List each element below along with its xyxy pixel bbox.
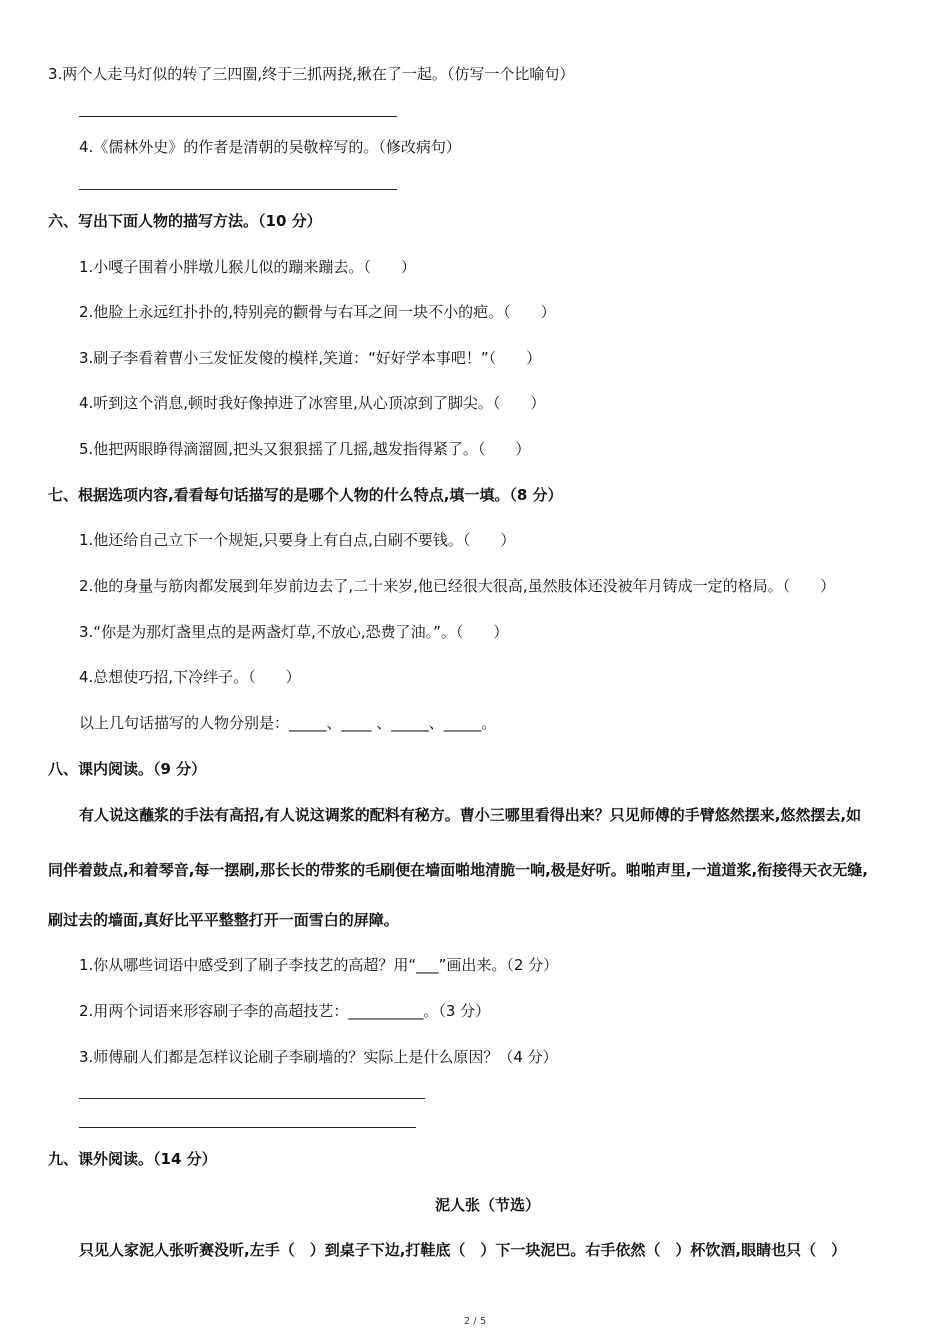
question-6-2: 2.他脸上永远红扑扑的,特别亮的颧骨与右耳之间一块不小的疤。（ ）	[79, 303, 556, 321]
passage-line-1: 有人说这蘸浆的手法有高招,有人说这调浆的配料有秘方。曹小三哪里看得出来？只见师傅的手臂悠然摆来,悠然摆去,如	[79, 806, 862, 824]
question-7-3: 3.“你是为那灯盏里点的是两盏灯草,不放心,恐费了油。”。（ ）	[79, 623, 509, 641]
question-7-1: 1.他还给自己立下一个规矩,只要身上有白点,白刷不要钱。（ ）	[79, 531, 516, 549]
question-5-4: 4.《儒林外史》的作者是清朝的吴敬梓写的。（修改病句）	[79, 138, 461, 156]
question-7-4: 4.总想使巧招,下冷绊子。（ ）	[79, 668, 301, 686]
section-6-title: 六、写出下面人物的描写方法。（10 分）	[48, 212, 322, 230]
question-6-5: 5.他把两眼睁得滴溜圆,把头又狠狠摇了几摇,越发指得紧了。（ ）	[79, 440, 531, 458]
section-8-title: 八、课内阅读。（9 分）	[48, 760, 207, 778]
story-title: 泥人张（节选）	[434, 1196, 540, 1214]
section-7-title: 七、根据选项内容,看看每句话描写的是哪个人物的什么特点,填一填。（8 分）	[48, 486, 563, 504]
passage-line-2: 同伴着鼓点,和着琴音,每一摆刷,那长长的带浆的毛刷便在墙面啪地清脆一响,极是好听。啪啪声里,一道道浆,衔接得天衣无缝,	[48, 861, 868, 879]
question-8-3: 3.师傅刷人们都是怎样议论刷子李刷墙的？实际上是什么原因？（4 分）	[79, 1048, 558, 1066]
section-9-title: 九、课外阅读。（14 分）	[48, 1150, 217, 1168]
passage-9-line-1: 只见人家泥人张听赛没听,左手（ ）到桌子下边,打鞋底（ ）下一块泥巴。右手依然（ ）杯饮酒,眼睛也只（ ）	[79, 1241, 847, 1259]
answer-line	[79, 1098, 425, 1099]
answer-line	[79, 189, 397, 190]
answer-line	[79, 1127, 416, 1128]
question-6-3: 3.刷子李看着曹小三发怔发傻的模样,笑道：“好好学本事吧！”（ ）	[79, 349, 542, 367]
question-6-4: 4.听到这个消息,顿时我好像掉进了冰窖里,从心顶凉到了脚尖。（ ）	[79, 394, 546, 412]
question-5-3: 3.两个人走马灯似的转了三四圈,终于三抓两挠,揪在了一起。（仿写一个比喻句）	[48, 65, 575, 83]
question-6-1: 1.小嘎子围着小胖墩儿猴儿似的蹦来蹦去。（ ）	[79, 258, 416, 276]
question-8-1: 1.你从哪些词语中感受到了刷子李技艺的高超？用“___”画出来。（2 分）	[79, 956, 559, 974]
question-7-2: 2.他的身量与筋肉都发展到年岁前边去了,二十来岁,他已经很大很高,虽然肢体还没被年月铸成一定的格局。（ ）	[79, 577, 836, 595]
question-7-summary: 以上几句话描写的人物分别是：_____、____ 、_____、_____。	[79, 714, 497, 732]
answer-line	[79, 116, 397, 117]
page-number: 2 / 5	[463, 1316, 487, 1327]
passage-line-3: 刷过去的墙面,真好比平平整整打开一面雪白的屏障。	[48, 911, 399, 929]
question-8-2: 2.用两个词语来形容刷子李的高超技艺：__________。（3 分）	[79, 1002, 491, 1020]
